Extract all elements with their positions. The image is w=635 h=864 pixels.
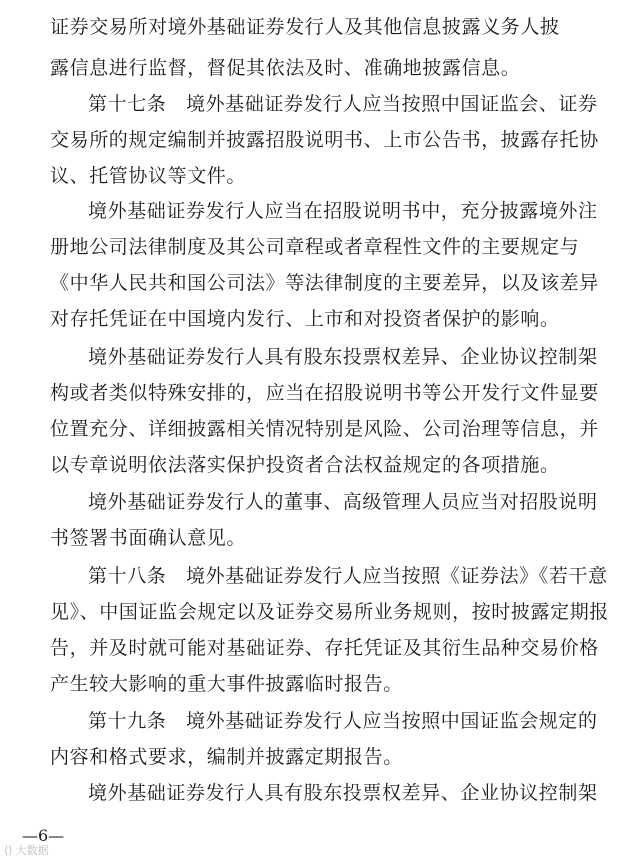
text-line: 产生较大影响的重大事件披露临时报告。	[50, 673, 403, 695]
text-line: 以专章说明依法落实保护投资者合法权益规定的各项措施。	[50, 454, 560, 476]
watermark	[4, 842, 49, 858]
watermark-logo-icon: ⟨⟩	[4, 844, 13, 857]
text-line: 第十七条 境外基础证券发行人应当按照中国证监会、证券	[88, 93, 598, 115]
watermark-text: 大数据	[15, 844, 49, 857]
text-line: 位置充分、详细披露相关情况特别是风险、公司治理等信息，并	[50, 418, 599, 440]
text-line: 见》、中国证监会规定以及证券交易所业务规则，按时披露定期报	[50, 601, 609, 623]
text-line: 《中华人民共和国公司法》等法律制度的主要差异，以及该差异	[50, 272, 599, 294]
text-line: 境外基础证券发行人的董事、高级管理人员应当对招股说明	[88, 491, 598, 513]
text-line: 册地公司法律制度及其公司章程或者章程性文件的主要规定与	[50, 236, 580, 258]
page-number: —6—	[22, 826, 65, 845]
text-line: 境外基础证券发行人具有股东投票权差异、企业协议控制架	[88, 782, 598, 804]
text-line: 交易所的规定编制并披露招股说明书、上市公告书，披露存托协	[50, 129, 599, 151]
text-line: 对存托凭证在中国境内发行、上市和对投资者保护的影响。	[50, 308, 560, 330]
text-line: 议、托管协议等文件。	[50, 165, 247, 187]
text-line: 证券交易所对境外基础证券发行人及其他信息披露义务人披	[50, 16, 560, 38]
text-line: 境外基础证券发行人具有股东投票权差异、企业协议控制架	[88, 346, 598, 368]
text-line: 构或者类似特殊安排的，应当在招股说明书等公开发行文件显要	[50, 382, 599, 404]
text-line: 书签署书面确认意见。	[50, 527, 247, 549]
text-line: 内容和格式要求，编制并披露定期报告。	[50, 746, 403, 768]
text-line: 境外基础证券发行人应当在招股说明书中，充分披露境外注	[88, 200, 598, 222]
text-line: 第十九条 境外基础证券发行人应当按照中国证监会规定的	[88, 710, 598, 732]
text-line: 告，并及时就可能对基础证券、存托凭证及其衍生品种交易价格	[50, 637, 599, 659]
text-line: 露信息进行监督，督促其依法及时、准确地披露信息。	[50, 57, 521, 79]
text-line: 第十八条 境外基础证券发行人应当按照《证券法》《若干意	[88, 565, 608, 587]
